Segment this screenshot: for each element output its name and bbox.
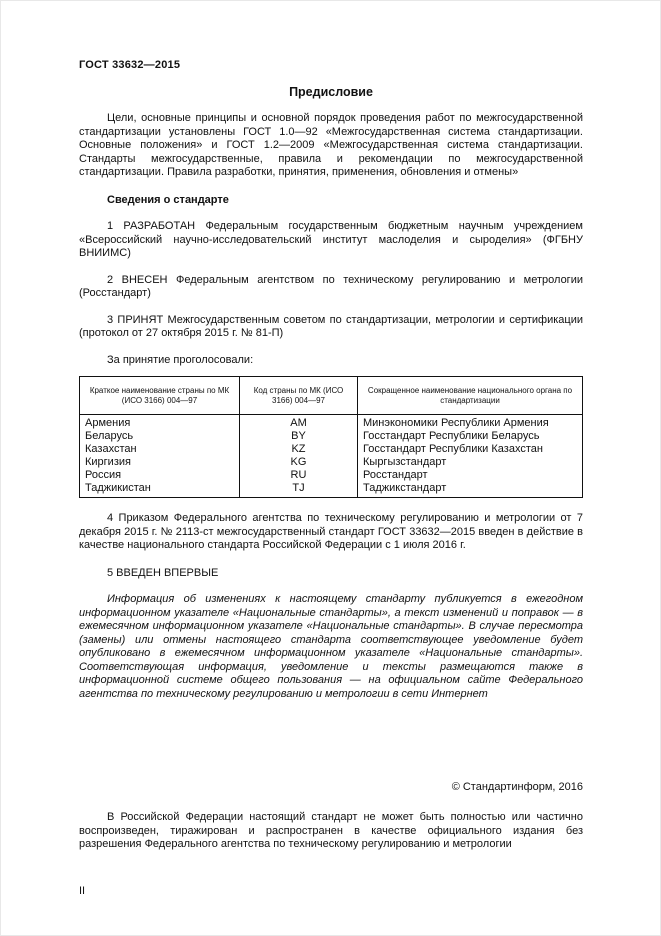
table-header-row bbox=[80, 377, 583, 415]
vote-label: За принятие проголосовали: bbox=[107, 353, 254, 366]
table-header-code: Код страны по МК (ИСО 3166) 004—97 bbox=[240, 377, 358, 415]
table-header-organ: Сокращенное наименование национального органа по стандартизации bbox=[358, 377, 583, 415]
doc-number: ГОСТ 33632—2015 bbox=[79, 59, 181, 71]
organ-cell: Таджикстандарт bbox=[358, 482, 583, 498]
intro-paragraph: Цели, основные принципы и основной порядок проведения работ по межгосударственной стандартизации установлены ГОСТ 1.0—92 «Межгосударственная система стандартизации. Основные положения» и ГОСТ 1.2—2009 «Межгосударственная система стандартизации. Стандарты межгосударственные, правила и рекомендации по межгосударственной стандартизации. Правила разработки, принятия, применения, обновления и отмены» bbox=[79, 112, 583, 178]
table-row bbox=[80, 443, 583, 456]
organ-cell: Госстандарт Республики Казахстан bbox=[358, 443, 583, 456]
table-row bbox=[80, 456, 583, 469]
country-cell: Киргизия bbox=[80, 456, 240, 469]
developed-item: 1 РАЗРАБОТАН Федеральным государственным бюджетным научным учреждением «Всероссийский научно-исследовательский институт маслоделия и сыроделия» (ФГБНУ ВНИИМС) bbox=[79, 220, 583, 259]
adopted-item: 3 ПРИНЯТ Межгосударственным советом по стандартизации, метрологии и сертификации (протокол от 27 октября 2015 г. № 81-П) bbox=[79, 313, 583, 339]
page-number: II bbox=[79, 885, 86, 897]
country-cell: Россия bbox=[80, 469, 240, 482]
code-cell: AM bbox=[240, 415, 358, 431]
code-cell: TJ bbox=[240, 482, 358, 498]
code-cell: KZ bbox=[240, 443, 358, 456]
standard-info-heading: Сведения о стандарте bbox=[107, 193, 229, 206]
table-row bbox=[80, 430, 583, 443]
changes-notice: Информация об изменениях к настоящему стандарту публикуется в ежегодном информационном указателе «Национальные стандарты», а текст изменений и поправок — в ежемесячном информационном указателе «Национальные стандарты». В случае пересмотра (замены) или отмены настоящего стандарта соответствующее уведомление будет опубликовано в ежемесячном информационном указателе «Национальные стандарты». Соответствующая информация, уведомление и тексты размещаются также в информационной системе общего пользования — на официальном сайте Федерального агентства по техническому регулированию и метрологии в сети Интернет bbox=[79, 593, 583, 700]
country-cell: Таджикистан bbox=[80, 482, 240, 498]
organ-cell: Кыргызстандарт bbox=[358, 456, 583, 469]
voting-table bbox=[79, 376, 583, 498]
page-title: Предисловие bbox=[289, 85, 373, 99]
reproduction-note: В Российской Федерации настоящий стандарт не может быть полностью или частично воспроизведен, тиражирован и распространен в качестве официального издания без разрешения Федерального агентства по техническому регулированию и метрологии bbox=[79, 811, 583, 850]
country-cell: Казахстан bbox=[80, 443, 240, 456]
table-row bbox=[80, 415, 583, 431]
code-cell: BY bbox=[240, 430, 358, 443]
organ-cell: Минэкономики Республики Армения bbox=[358, 415, 583, 431]
country-cell: Армения bbox=[80, 415, 240, 431]
code-cell: KG bbox=[240, 456, 358, 469]
table-row bbox=[80, 469, 583, 482]
code-cell: RU bbox=[240, 469, 358, 482]
organ-cell: Госстандарт Республики Беларусь bbox=[358, 430, 583, 443]
first-introduced-item: 5 ВВЕДЕН ВПЕРВЫЕ bbox=[107, 566, 219, 579]
organ-cell: Росстандарт bbox=[358, 469, 583, 482]
table-header-country: Краткое наименование страны по МК (ИСО 3166) 004—97 bbox=[80, 377, 240, 415]
country-cell: Беларусь bbox=[80, 430, 240, 443]
table-row bbox=[80, 482, 583, 498]
copyright: © Стандартинформ, 2016 bbox=[451, 781, 583, 793]
enacted-item: 4 Приказом Федерального агентства по техническому регулированию и метрологии от 7 декабря 2015 г. № 2113-ст межгосударственный стандарт ГОСТ 33632—2015 введен в действие в качестве национального стандарта Российской Федерации с 1 июля 2016 г. bbox=[79, 512, 583, 551]
submitted-item: 2 ВНЕСЕН Федеральным агентством по техническому регулированию и метрологии (Росстандарт) bbox=[79, 273, 583, 299]
